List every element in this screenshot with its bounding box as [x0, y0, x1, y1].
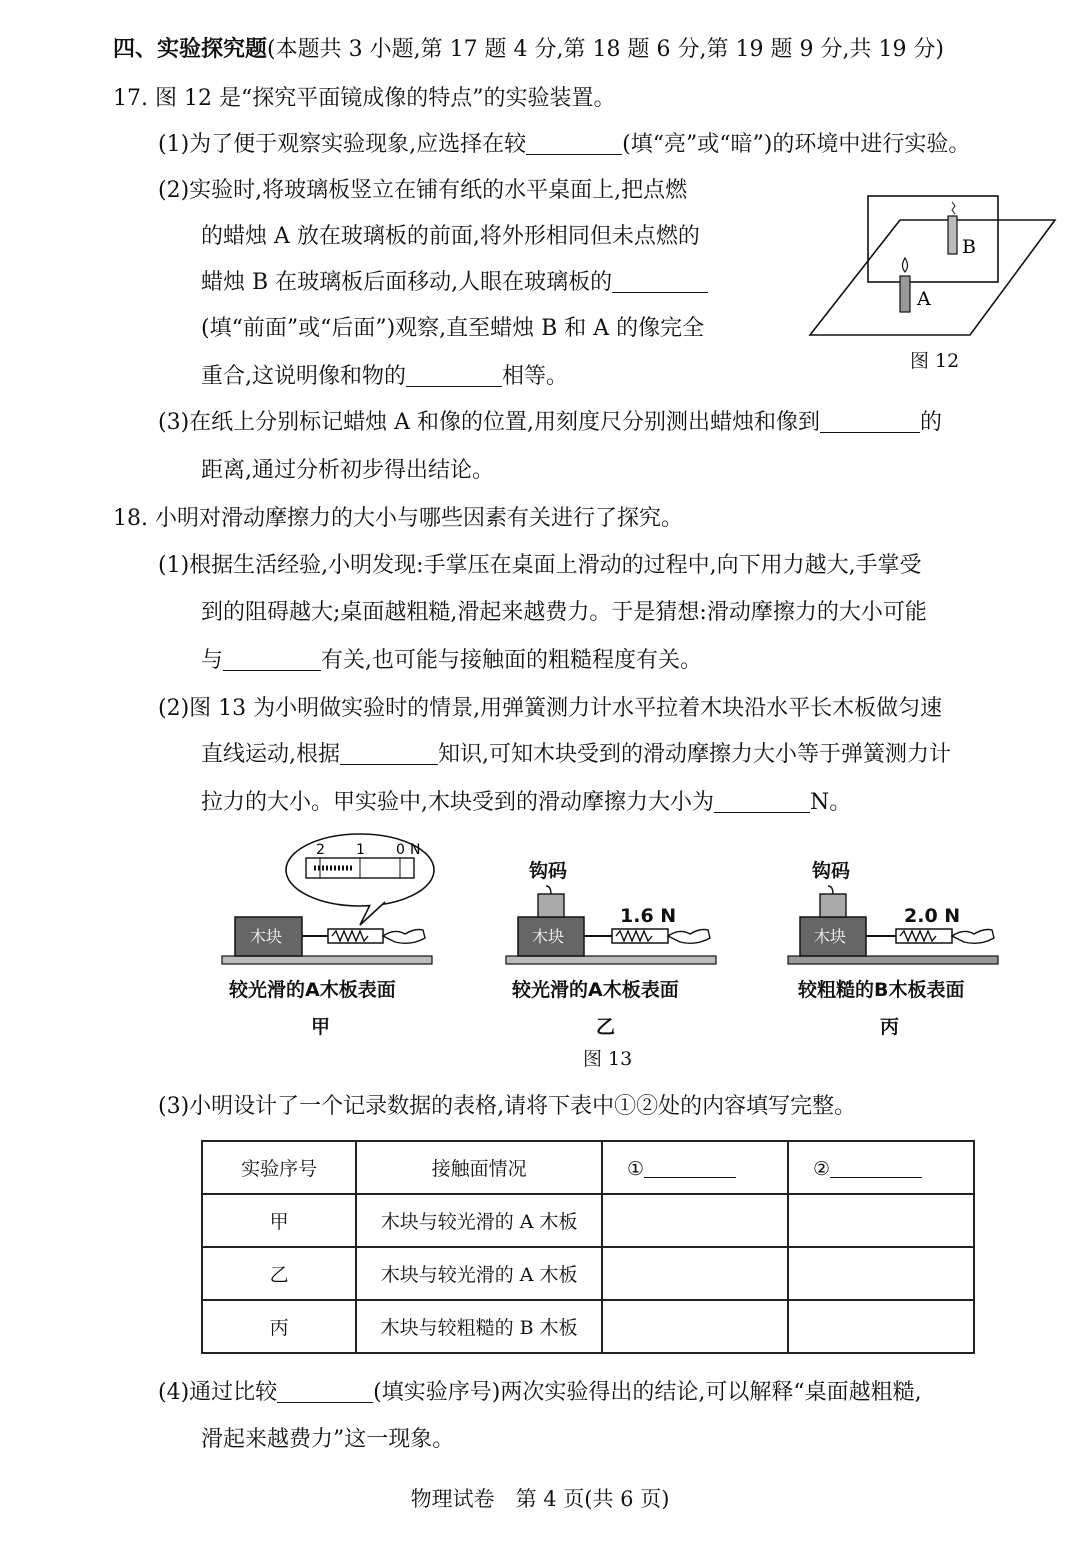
label-b: B [962, 236, 976, 258]
hand-icon [668, 930, 710, 944]
board-a [222, 956, 432, 964]
table-cell-surface: 木块与较光滑的 A 木板 [356, 1247, 602, 1300]
q17-part2-line3-text: 蜡烛 B 在玻璃板后面移动,人眼在玻璃板的 [201, 270, 613, 295]
answer-blank[interactable] [820, 410, 920, 433]
figure-12-plane-mirror [800, 190, 1070, 350]
answer-blank[interactable] [406, 364, 502, 387]
q18-part2-line2-text-b: 知识,可知木块受到的滑动摩擦力大小等于弹簧测力计 [438, 742, 951, 767]
flame-icon [903, 258, 908, 272]
q18-part1-line3-text-b: 有关,也可能与接触面的粗糙程度有关。 [321, 648, 703, 673]
q18-part2-line3 [201, 788, 851, 818]
hand-icon [383, 930, 425, 944]
weight-label-yi: 钩码 [529, 860, 568, 882]
panel-jia-apparatus [222, 834, 434, 964]
panel-name-jia: 甲 [311, 1016, 331, 1038]
table-header-cell: 实验序号 [202, 1141, 356, 1194]
section-title: 四、实验探究题 [113, 36, 268, 62]
q18-part2-line2 [201, 740, 951, 770]
q18-part3: (3)小明设计了一个记录数据的表格,请将下表中①②处的内容填写完整。 [158, 1094, 857, 1119]
q17-part3-text-b: 的 [920, 410, 943, 435]
table-cell-seq: 乙 [202, 1247, 356, 1300]
surface-label-bing: 较粗糙的B木板表面 [798, 979, 965, 1001]
q18-part2-line1: (2)图 13 为小明做实验时的情景,用弹簧测力计水平拉着木块沿水平长木板做匀速 [158, 696, 943, 721]
table-cell-empty[interactable] [788, 1300, 974, 1353]
q17-part3-line1 [158, 408, 942, 438]
wood-block-label: 木块 [532, 927, 565, 946]
candle-a [900, 258, 910, 312]
force-label-yi: 1.6 N [620, 905, 677, 927]
answer-blank[interactable] [277, 1380, 373, 1403]
surface-label-yi: 较光滑的A木板表面 [512, 979, 679, 1001]
table-row [202, 1194, 974, 1247]
q18-part1-line3-text-a: 与 [201, 648, 224, 673]
gauge-tick-0: 0 [396, 842, 405, 858]
table-header-blank-1[interactable] [602, 1141, 788, 1194]
figure-12-caption: 图 12 [910, 350, 960, 372]
table-cell-surface: 木块与较光滑的 A 木板 [356, 1194, 602, 1247]
board-a [506, 956, 716, 964]
q17-part2-line2: 的蜡烛 A 放在玻璃板的前面,将外形相同但未点燃的 [201, 224, 700, 249]
candle-b [948, 202, 957, 254]
q17-part2-line5-text-b: 相等。 [502, 364, 569, 389]
q17-part1 [158, 130, 970, 160]
table-row [202, 1300, 974, 1353]
answer-blank[interactable] [644, 1155, 736, 1178]
q17-part2-line1: (2)实验时,将玻璃板竖立在铺有纸的水平桌面上,把点燃 [158, 178, 688, 203]
q18-part2-line3-text-b: N。 [810, 790, 852, 815]
board-b [788, 956, 998, 964]
hook-weight [820, 894, 846, 917]
table-cell-empty[interactable] [788, 1194, 974, 1247]
q17-stem: 17. 图 12 是“探究平面镜成像的特点”的实验装置。 [113, 86, 616, 111]
table-cell-empty[interactable] [602, 1194, 788, 1247]
figure-13-caption: 图 13 [583, 1048, 633, 1070]
table-header-row [202, 1141, 974, 1194]
table-cell-empty[interactable] [788, 1247, 974, 1300]
answer-blank[interactable] [526, 132, 622, 155]
q17-part2-line5-text-a: 重合,这说明像和物的 [201, 364, 406, 389]
glass-plate [868, 196, 998, 282]
q18-part1-line3 [201, 646, 702, 676]
table-cell-empty[interactable] [602, 1247, 788, 1300]
hook-weight [538, 894, 564, 917]
q17-part2-line4: (填“前面”或“后面”)观察,直至蜡烛 B 和 A 的像完全 [201, 316, 705, 341]
q18-part4-line1 [158, 1378, 922, 1408]
record-table [201, 1140, 975, 1354]
section-header [113, 34, 944, 65]
table-row [202, 1247, 974, 1300]
q18-part4-line2: 滑起来越费力”这一现象。 [201, 1427, 455, 1452]
weight-label-bing: 钩码 [812, 860, 851, 882]
panel-bing-apparatus [788, 886, 998, 964]
panel-name-bing: 丙 [880, 1016, 900, 1038]
gauge-unit: N [410, 842, 421, 858]
q18-part1-line2: 到的阻碍越大;桌面越粗糙,滑起来越费力。于是猜想:滑动摩擦力的大小可能 [201, 600, 927, 625]
table-cell-empty[interactable] [602, 1300, 788, 1353]
q18-part2-line2-text-a: 直线运动,根据 [201, 742, 340, 767]
table-cell-surface: 木块与较粗糙的 B 木板 [356, 1300, 602, 1353]
circle-1-label: ① [626, 1158, 645, 1180]
table-header-cell: 接触面情况 [356, 1141, 602, 1194]
table-cell-seq: 丙 [202, 1300, 356, 1353]
paper-surface [810, 220, 1055, 335]
hand-icon [952, 930, 994, 944]
section-subtitle: (本题共 3 小题,第 17 题 4 分,第 18 题 6 分,第 19 题 9 分,共 19 分) [267, 37, 945, 62]
surface-label-jia: 较光滑的A木板表面 [229, 979, 396, 1001]
panel-yi-apparatus [506, 886, 716, 964]
label-a: A [917, 288, 931, 310]
q18-part4-text-b: (填实验序号)两次实验得出的结论,可以解释“桌面越粗糙, [373, 1380, 922, 1405]
q17-part3-text-a: (3)在纸上分别标记蜡烛 A 和像的位置,用刻度尺分别测出蜡烛和像到 [158, 410, 821, 435]
answer-blank[interactable] [714, 790, 810, 813]
q18-stem: 18. 小明对滑动摩擦力的大小与哪些因素有关进行了探究。 [113, 506, 683, 531]
gauge-tick-1: 1 [356, 842, 365, 858]
figure-13-friction [210, 830, 1010, 980]
q17-part3-line2: 距离,通过分析初步得出结论。 [201, 458, 494, 483]
answer-blank[interactable] [223, 648, 321, 671]
q17-part2-line3 [201, 268, 708, 298]
q18-part1-line1: (1)根据生活经验,小明发现:手掌压在桌面上滑动的过程中,向下用力越大,手掌受 [158, 553, 922, 578]
circle-2-label: ② [812, 1158, 831, 1180]
q17-part2-line5 [201, 362, 568, 392]
page-footer: 物理试卷 第 4 页(共 6 页) [410, 1487, 670, 1511]
panel-name-yi: 乙 [596, 1016, 616, 1038]
answer-blank[interactable] [612, 270, 708, 293]
q17-part1-text-b: (填“亮”或“暗”)的环境中进行实验。 [622, 132, 971, 157]
answer-blank[interactable] [340, 742, 438, 765]
q18-part4-text-a: (4)通过比较 [158, 1380, 278, 1405]
q17-part1-text-a: (1)为了便于观察实验现象,应选择在较 [158, 132, 527, 157]
wood-block-label: 木块 [814, 927, 847, 946]
gauge-tick-2: 2 [316, 842, 325, 858]
wood-block-label: 木块 [250, 927, 283, 946]
table-header-blank-2[interactable] [788, 1141, 974, 1194]
force-label-bing: 2.0 N [904, 905, 961, 927]
answer-blank[interactable] [830, 1155, 922, 1178]
table-cell-seq: 甲 [202, 1194, 356, 1247]
q18-part2-line3-text-a: 拉力的大小。甲实验中,木块受到的滑动摩擦力大小为 [201, 790, 714, 815]
